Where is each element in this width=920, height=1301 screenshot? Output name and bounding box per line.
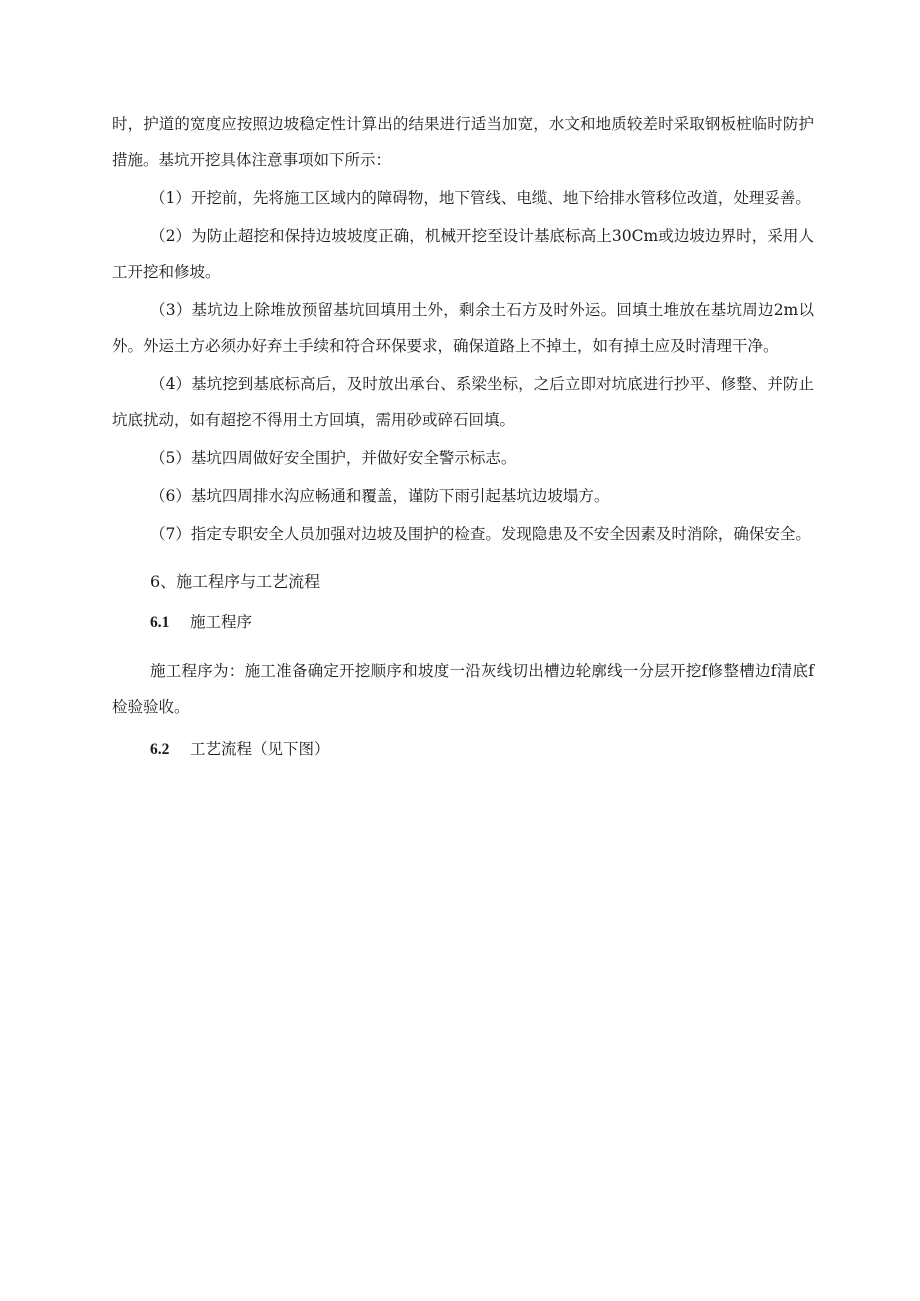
list-item: （1）开挖前，先将施工区域内的障碍物，地下管线、电缆、地下给排水管移位改道，处理妥善。	[150, 189, 811, 207]
section-6-1-heading	[112, 604, 814, 641]
section-number: 6.2	[150, 741, 170, 758]
section-number: 6.1	[150, 614, 170, 631]
list-item: （5）基坑四周做好安全围护，并做好安全警示标志。	[150, 449, 517, 467]
list-item: （7）指定专职安全人员加强对边坡及围护的检查。发现隐患及不安全因素及时消除，确保安全。	[150, 525, 811, 543]
section-6-2-heading	[112, 731, 814, 768]
section-6-heading: 6、施工程序与工艺流程	[150, 572, 321, 591]
list-item: （2）为防止超挖和保持边坡坡度正确，机械开挖至设计基底标高上30Cm或边坡边界时，采用人工开挖和修坡。	[112, 227, 814, 281]
list-item: （4）基坑挖到基底标高后，及时放出承台、系梁坐标，之后立即对坑底进行抄平、修整、并防止坑底扰动，如有超挖不得用土方回填，需用砂或碎石回填。	[112, 375, 814, 429]
section-title: 施工程序	[190, 613, 253, 631]
intro-paragraph: 时，护道的宽度应按照边坡稳定性计算出的结果进行适当加宽，水文和地质较差时采取钢板桩临时防护措施。基坑开挖具体注意事项如下所示：	[112, 115, 814, 169]
document-body	[112, 106, 814, 768]
list-item: （6）基坑四周排水沟应畅通和覆盖，谨防下雨引起基坑边坡塌方。	[150, 487, 610, 505]
procedure-paragraph: 施工程序为：施工准备确定开挖顺序和坡度一沿灰线切出槽边轮廓线一分层开挖f修整槽边f清底f检验验收。	[112, 662, 814, 716]
section-title: 工艺流程（见下图）	[190, 740, 330, 758]
list-item: （3）基坑边上除堆放预留基坑回填用土外，剩余土石方及时外运。回填土堆放在基坑周边2m以外。外运土方必须办好弃土手续和符合环保要求，确保道路上不掉土，如有掉土应及时清理干净。	[112, 301, 814, 355]
